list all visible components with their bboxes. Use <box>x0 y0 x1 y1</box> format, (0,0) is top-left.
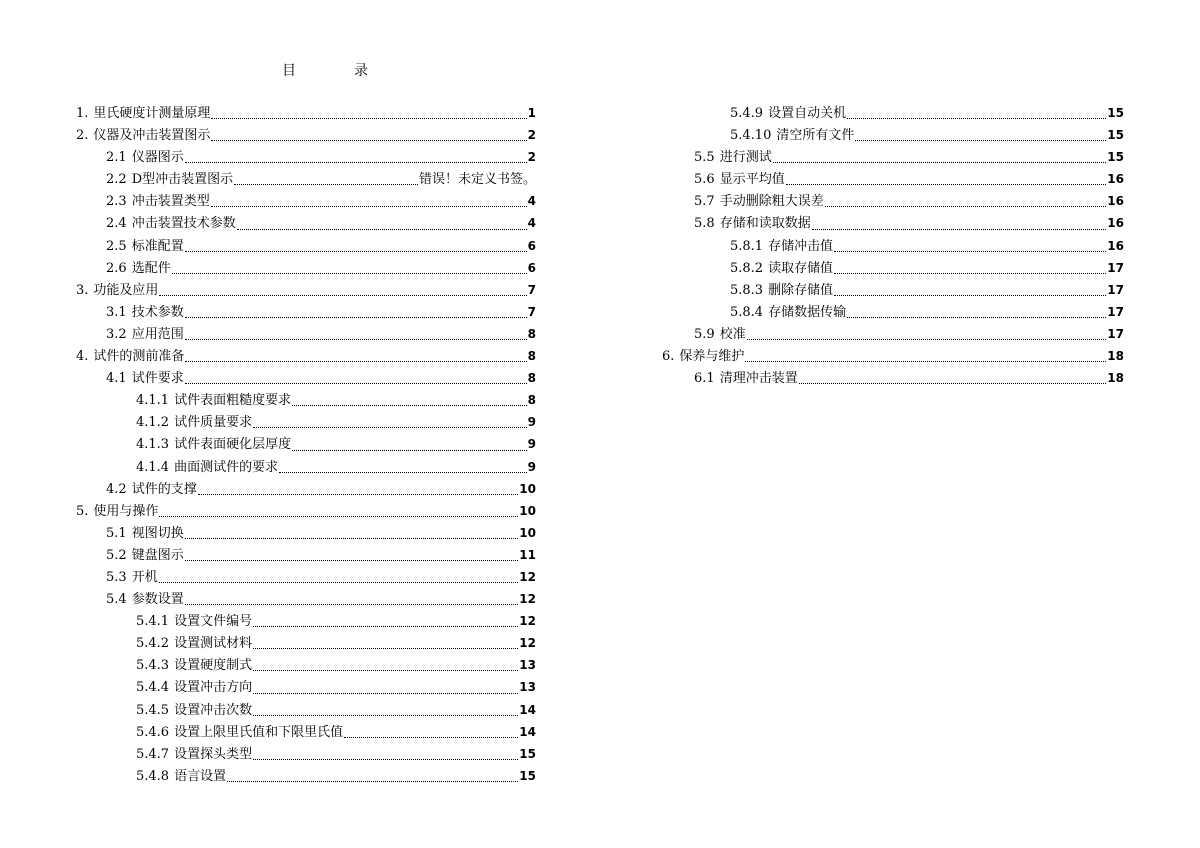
toc-entry[interactable] <box>76 411 536 433</box>
toc-entry[interactable] <box>76 389 536 411</box>
toc-entry-title: 存储和读取数据 <box>719 216 811 232</box>
toc-entry-title: 里氏硬度计测量原理 <box>93 106 211 121</box>
toc-page-number: 1 <box>527 106 536 120</box>
toc-entry-number: 5.8.2 <box>730 260 764 276</box>
toc-page-number: 12 <box>519 614 536 629</box>
page-title: 目 录 <box>282 63 390 79</box>
toc-entry-title: 设置文件编号 <box>174 614 253 630</box>
toc-page-number: 16 <box>1107 194 1124 209</box>
toc-page-number: 13 <box>519 658 536 673</box>
toc-dot-leader <box>159 515 518 517</box>
toc-page-number: 6 <box>527 238 536 253</box>
toc-dot-leader <box>253 426 527 428</box>
toc-entry[interactable] <box>76 588 536 610</box>
toc-entry-title: 设置冲击方向 <box>174 680 253 696</box>
toc-entry-number: 5.7 <box>694 194 715 210</box>
toc-entry[interactable] <box>76 478 536 500</box>
toc-entry-title: 参数设置 <box>131 592 184 608</box>
toc-entry-number: 4.1 <box>106 371 127 387</box>
toc-dot-leader <box>834 250 1106 252</box>
toc-entry-title: D型冲击装置图示 <box>131 172 234 188</box>
toc-page-number: 13 <box>519 680 536 695</box>
toc-entry-number: 2.5 <box>106 238 127 254</box>
toc-page-number: 17 <box>1107 282 1124 297</box>
toc-entry-number: 4.1.1 <box>136 393 170 409</box>
toc-page-number: 6 <box>527 260 536 275</box>
toc-dot-leader <box>855 139 1106 141</box>
toc-dot-leader <box>159 581 519 583</box>
toc-entry-title: 清空所有文件 <box>776 128 855 144</box>
toc-page-number: 10 <box>519 525 536 540</box>
toc-entry-number: 5.6 <box>694 172 715 188</box>
toc-dot-leader <box>185 537 519 539</box>
toc-entry-title: 试件的支撑 <box>131 481 197 497</box>
toc-page-number: 15 <box>519 768 536 783</box>
toc-entry-title: 试件表面粗糙度要求 <box>174 393 292 409</box>
toc-entry[interactable] <box>76 235 536 257</box>
toc-dot-leader <box>847 117 1106 119</box>
toc-entry-number: 5.5 <box>694 150 715 166</box>
toc-entry-title: 仪器及冲击装置图示 <box>93 128 211 144</box>
toc-dot-leader <box>185 559 519 561</box>
toc-dot-leader <box>185 250 527 252</box>
toc-entry[interactable] <box>76 168 536 190</box>
toc-dot-leader <box>253 692 518 694</box>
toc-page-number: 8 <box>527 349 536 364</box>
toc-page-number: 12 <box>519 636 536 651</box>
toc-page-number: 4 <box>527 194 536 209</box>
toc-entry-title: 视图切换 <box>131 525 184 541</box>
toc-dot-leader <box>253 758 518 760</box>
toc-page-number: 10 <box>519 481 536 496</box>
toc-entry[interactable] <box>662 345 1124 367</box>
toc-entry-number: 5.1 <box>106 525 127 541</box>
toc-dot-leader <box>745 360 1106 362</box>
toc-entry[interactable] <box>76 522 536 544</box>
toc-page-number: 2 <box>527 150 536 165</box>
toc-entry[interactable] <box>662 301 1124 323</box>
toc-entry-title: 读取存储值 <box>768 260 834 276</box>
toc-entry-title: 保养与维护 <box>679 349 745 365</box>
toc-entry-title: 开机 <box>131 569 158 585</box>
toc-entry-title: 删除存储值 <box>768 282 834 298</box>
toc-dot-leader <box>847 316 1106 318</box>
toc-entry-title: 功能及应用 <box>93 282 159 298</box>
toc-entry-number: 5.4.2 <box>136 636 170 652</box>
toc-entry[interactable] <box>76 124 536 146</box>
toc-entry[interactable] <box>76 323 536 345</box>
toc-page-number: 15 <box>519 746 536 761</box>
toc-entry[interactable] <box>76 456 536 478</box>
toc-page-number: 8 <box>527 326 536 341</box>
toc-entry[interactable] <box>76 721 536 743</box>
toc-entry[interactable] <box>76 212 536 234</box>
toc-dot-leader <box>279 471 527 473</box>
toc-page-number: 10 <box>519 503 536 518</box>
toc-dot-leader <box>292 449 527 451</box>
toc-entry-title: 进行测试 <box>719 150 772 166</box>
toc-entry-number: 4.1.4 <box>136 459 170 475</box>
toc-entry-number: 5.4 <box>106 592 127 608</box>
toc-dot-leader <box>253 625 518 627</box>
toc-entry-title: 选配件 <box>131 260 171 276</box>
toc-entry[interactable] <box>662 124 1124 146</box>
toc-entry-number: 5.4.4 <box>136 680 170 696</box>
toc-entry-title: 手动删除粗大误差 <box>719 194 824 210</box>
toc-entry-title: 显示平均值 <box>719 172 785 188</box>
toc-entry-number: 4.1.3 <box>136 437 170 453</box>
toc-entry[interactable] <box>662 168 1124 190</box>
toc-entry-number: 5.8.1 <box>730 238 764 254</box>
toc-entry-number: 3.1 <box>106 304 127 320</box>
toc-entry-title: 冲击装置技术参数 <box>131 216 236 232</box>
toc-dot-leader <box>786 183 1107 185</box>
toc-entry[interactable] <box>76 676 536 698</box>
toc-page-number: 9 <box>527 459 536 474</box>
toc-entry[interactable] <box>662 102 1124 124</box>
toc-entry-title: 冲击装置类型 <box>131 194 210 210</box>
toc-page-number: 16 <box>1107 172 1124 187</box>
toc-dot-leader <box>747 338 1107 340</box>
toc-entry-title: 试件表面硬化层厚度 <box>174 437 292 453</box>
toc-page-number: 9 <box>527 437 536 452</box>
toc-entry[interactable] <box>76 544 536 566</box>
toc-entry-title: 试件的测前准备 <box>93 349 185 365</box>
toc-entry[interactable] <box>76 500 536 522</box>
toc-dot-leader <box>185 360 526 362</box>
toc-page-number: 2 <box>527 128 536 143</box>
toc-entry-number: 5.4.3 <box>136 658 170 674</box>
toc-entry-number: 2.2 <box>106 172 127 188</box>
toc-entry[interactable] <box>76 743 536 765</box>
toc-entry-number: 5.3 <box>106 569 127 585</box>
toc-entry-number: 5.4.9 <box>730 106 764 121</box>
toc-entry[interactable] <box>662 146 1124 168</box>
toc-dot-leader <box>234 183 418 185</box>
toc-entry-number: 3.2 <box>106 326 127 342</box>
toc-page-number: 14 <box>519 702 536 717</box>
toc-entry-number: 5.8 <box>694 216 715 232</box>
toc-entry-number: 1. <box>76 106 89 121</box>
toc-entry[interactable] <box>76 632 536 654</box>
toc-dot-leader <box>211 117 526 119</box>
toc-entry-number: 2. <box>76 128 89 144</box>
toc-entry-number: 5.4.6 <box>136 724 170 740</box>
toc-column-right <box>662 102 1124 389</box>
toc-entry-number: 3. <box>76 282 89 298</box>
toc-entry-number: 2.3 <box>106 194 127 210</box>
toc-bookmark-error: 错误！未定义书签。 <box>418 172 536 188</box>
toc-entry[interactable] <box>76 345 536 367</box>
toc-entry[interactable] <box>662 323 1124 345</box>
toc-entry-number: 5.9 <box>694 326 715 342</box>
toc-entry-title: 键盘图示 <box>131 547 184 563</box>
toc-entry-title: 设置探头类型 <box>174 746 253 762</box>
toc-page-number: 16 <box>1107 238 1124 253</box>
toc-dot-leader <box>344 736 518 738</box>
toc-entry[interactable] <box>76 102 536 124</box>
toc-page-number: 14 <box>519 724 536 739</box>
toc-page-number: 18 <box>1107 349 1124 364</box>
toc-entry-title: 设置硬度制式 <box>174 658 253 674</box>
toc-entry-number: 5. <box>76 503 89 519</box>
toc-column-left <box>76 102 536 787</box>
toc-entry-number: 5.8.3 <box>730 282 764 298</box>
toc-page-number: 8 <box>527 393 536 408</box>
toc-entry-number: 4. <box>76 349 89 365</box>
toc-entry-number: 5.4.1 <box>136 614 170 630</box>
toc-entry[interactable] <box>76 566 536 588</box>
toc-dot-leader <box>185 316 527 318</box>
toc-entry-title: 试件要求 <box>131 371 184 387</box>
toc-entry[interactable] <box>662 257 1124 279</box>
toc-entry-title: 清理冲击装置 <box>719 371 798 387</box>
toc-entry-title: 仪器图示 <box>131 150 184 166</box>
toc-dot-leader <box>211 139 526 141</box>
toc-entry-title: 语言设置 <box>174 768 227 784</box>
toc-entry-title: 设置测试材料 <box>174 636 253 652</box>
toc-entry-number: 5.4.5 <box>136 702 170 718</box>
toc-entry[interactable] <box>76 433 536 455</box>
toc-page-number: 8 <box>527 371 536 386</box>
toc-dot-leader <box>773 161 1107 163</box>
toc-page-number: 16 <box>1107 216 1124 231</box>
toc-dot-leader <box>812 228 1107 230</box>
toc-entry-title: 存储数据传输 <box>768 304 847 320</box>
toc-page-number: 7 <box>527 304 536 319</box>
toc-entry-title: 试件质量要求 <box>174 415 253 431</box>
toc-dot-leader <box>159 294 526 296</box>
toc-entry-title: 曲面测试件的要求 <box>174 459 279 475</box>
toc-entry[interactable] <box>76 367 536 389</box>
toc-dot-leader <box>799 382 1107 384</box>
toc-dot-leader <box>253 647 518 649</box>
toc-page-number: 15 <box>1107 128 1124 143</box>
toc-dot-leader <box>211 205 527 207</box>
toc-entry-number: 5.4.7 <box>136 746 170 762</box>
toc-entry[interactable] <box>76 765 536 787</box>
toc-entry[interactable] <box>76 654 536 676</box>
toc-page-number: 11 <box>519 547 536 562</box>
toc-entry-number: 5.2 <box>106 547 127 563</box>
toc-entry-number: 5.8.4 <box>730 304 764 320</box>
toc-entry-number: 6. <box>662 349 675 365</box>
toc-dot-leader <box>185 382 527 384</box>
toc-dot-leader <box>834 272 1106 274</box>
toc-dot-leader <box>825 205 1107 207</box>
toc-entry[interactable] <box>662 212 1124 234</box>
toc-entry[interactable] <box>662 190 1124 212</box>
toc-entry[interactable] <box>76 301 536 323</box>
toc-page-number: 18 <box>1107 371 1124 386</box>
toc-page-number: 17 <box>1107 260 1124 275</box>
toc-dot-leader <box>185 603 519 605</box>
toc-entry-number: 5.4.8 <box>136 768 170 784</box>
toc-entry-number: 4.2 <box>106 481 127 497</box>
toc-entry-number: 6.1 <box>694 371 715 387</box>
toc-entry-number: 2.4 <box>106 216 127 232</box>
toc-dot-leader <box>185 161 527 163</box>
toc-entry-title: 设置上限里氏值和下限里氏值 <box>174 724 344 740</box>
toc-entry[interactable] <box>662 279 1124 301</box>
toc-dot-leader <box>198 493 519 495</box>
toc-entry[interactable] <box>76 610 536 632</box>
toc-dot-leader <box>227 780 518 782</box>
toc-entry-title: 校准 <box>719 326 746 342</box>
toc-dot-leader <box>253 714 518 716</box>
toc-entry-title: 技术参数 <box>131 304 184 320</box>
toc-entry-number: 4.1.2 <box>136 415 170 431</box>
toc-entry-title: 标准配置 <box>131 238 184 254</box>
toc-entry[interactable] <box>76 699 536 721</box>
toc-dot-leader <box>292 404 527 406</box>
toc-dot-leader <box>253 669 518 671</box>
toc-page-number: 17 <box>1107 304 1124 319</box>
toc-dot-leader <box>172 272 527 274</box>
toc-entry-number: 2.6 <box>106 260 127 276</box>
toc-page-number: 9 <box>527 415 536 430</box>
toc-page-number: 17 <box>1107 326 1124 341</box>
toc-dot-leader <box>834 294 1106 296</box>
toc-entry-title: 应用范围 <box>131 326 184 342</box>
toc-dot-leader <box>237 228 527 230</box>
toc-page-number: 7 <box>527 282 536 297</box>
toc-entry[interactable] <box>76 190 536 212</box>
toc-entry[interactable] <box>662 235 1124 257</box>
toc-entry[interactable] <box>76 279 536 301</box>
toc-page-number: 4 <box>527 216 536 231</box>
toc-page-number: 12 <box>519 569 536 584</box>
toc-entry-number: 2.1 <box>106 150 127 166</box>
toc-page-number: 12 <box>519 592 536 607</box>
toc-entry-title: 设置冲击次数 <box>174 702 253 718</box>
toc-entry[interactable] <box>662 367 1124 389</box>
toc-entry[interactable] <box>76 146 536 168</box>
toc-page-number: 15 <box>1107 106 1124 120</box>
toc-entry-title: 使用与操作 <box>93 503 159 519</box>
toc-dot-leader <box>185 338 527 340</box>
toc-entry-title: 存储冲击值 <box>768 238 834 254</box>
toc-entry[interactable] <box>76 257 536 279</box>
toc-entry-number: 5.4.10 <box>730 128 772 144</box>
toc-page-number: 15 <box>1107 150 1124 165</box>
toc-entry-title: 设置自动关机 <box>768 106 847 121</box>
